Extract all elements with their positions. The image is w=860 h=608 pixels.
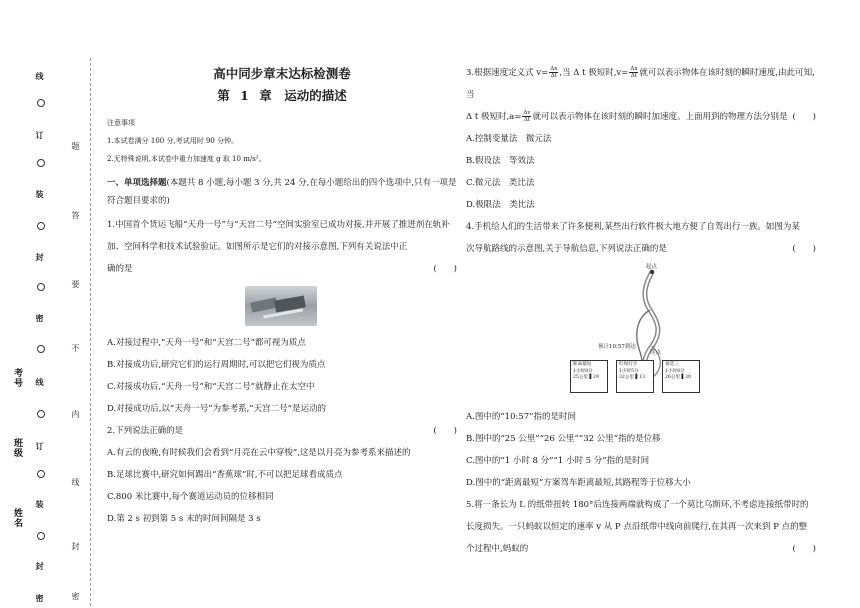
question-3-option-a: A.控制变量法 微元法	[466, 134, 552, 144]
seal-circle	[37, 410, 45, 418]
seal-char: 线	[35, 378, 45, 386]
right-column	[466, 62, 816, 560]
route-distance: 25公里 ▌29	[573, 375, 599, 380]
question-4-option-a: A.图中的“10:57”指的是时间	[466, 412, 577, 422]
navigation-map	[466, 260, 816, 390]
route-name: 备选三	[665, 362, 679, 367]
section-title: 一、单项选择题	[107, 178, 167, 188]
question-4-option-c: C.图中的“1 小时 8 分”“1 小时 5 分”指的是时间	[466, 456, 650, 466]
route-duration: 1小时5分	[619, 368, 639, 374]
seal-circle	[37, 159, 45, 167]
q3-text: 就可以表示物体在该时刻的瞬时速度,由此可知,当	[466, 68, 815, 100]
seal-circle	[37, 470, 45, 478]
map-label-end: 终点	[650, 350, 662, 356]
field-label-exam-number: 考号	[12, 368, 22, 388]
question-1-stem: 1.中国首个货运飞船“天舟一号”与“天宫二号”空间实验室已成功对接,并开展了推进剂在轨补加、空间科学和技术试验验证。如图所示是它们的对接示意图,下列有关说法中正	[107, 220, 450, 252]
question-4-option-d: D.图中的“距离最短”方案驾车距离最短,其路程等于位移大小	[466, 478, 691, 488]
seal-char: 密	[35, 594, 45, 602]
question-4-option-b: B.图中的“25 公里”“26 公里”“32 公里”指的是位移	[466, 434, 661, 444]
inner-char: 线	[71, 478, 80, 486]
q3-text: Δ t 极短时,a=	[466, 112, 522, 122]
question-1-stem-tail: 确的是	[107, 264, 133, 274]
route-option-card	[570, 360, 608, 393]
seal-char: 装	[35, 190, 45, 198]
question-5-stem-tail: 个过程中,蚂蚁的	[466, 544, 529, 554]
fraction	[629, 66, 638, 79]
inner-char: 封	[71, 542, 80, 550]
fraction-numerator: Δx	[550, 66, 558, 72]
question-2-text: 2.下列说法正确的是	[107, 426, 184, 436]
q3-text: v=	[616, 68, 629, 78]
answer-paren: ( )	[792, 112, 816, 122]
inner-char: 题	[71, 142, 80, 150]
seal-circle	[37, 283, 45, 291]
route-duration: 1小时8分	[665, 368, 685, 374]
question-5-stem: 长度损失。一只蚂蚁以恒定的速率 v 从 P 点沿纸带中线向前爬行,在其再一次来到 P 点的整	[466, 522, 808, 532]
seal-char: 装	[35, 500, 45, 508]
route-distance: 26公里 ▌30	[665, 375, 691, 380]
question-1-option-d: D.对接成功后,以“天舟一号”为参考系,“天宫二号”是运动的	[107, 404, 327, 414]
question-5-stem: 5.将一条长为 L 的纸带扭转 180°后连接两端就构成了一个莫比乌斯环,不考虑连接纸带时的	[466, 500, 809, 510]
section-description: (本题共 8 小题,每小题 3 分,共 24 分,在每小题给出的四个选项中,只有一项是符合题目要求的)	[107, 178, 457, 206]
route-option-card	[662, 360, 700, 393]
seal-char: 线	[35, 72, 45, 80]
fraction-denominator: Δt	[630, 73, 637, 79]
question-3-stem-end	[466, 106, 816, 128]
seal-char: 订	[35, 442, 45, 450]
route-option-card	[616, 360, 654, 393]
question-3-option-b: B.假设法 等效法	[466, 156, 535, 166]
fraction	[522, 110, 531, 123]
q3-line-2	[466, 106, 787, 128]
fraction-numerator: Δx	[630, 66, 638, 72]
seal-circle	[37, 532, 45, 540]
route-name: 红绿灯少	[619, 362, 638, 367]
question-2-option-b: B.足球比赛中,研究如何踢出“香蕉球”时,不可以把足球看成质点	[107, 470, 343, 480]
question-2-stem	[107, 420, 457, 442]
chapter-title: 第 1 章 运动的描述	[217, 88, 347, 103]
notice-heading: 注意事项	[107, 119, 135, 127]
question-2-option-a: A.有云的夜晚,有时候我们会看到“月亮在云中穿梭”,这是以月亮为参考系来描述的	[107, 448, 411, 458]
map-label-eta: 预计10:57到达	[598, 344, 636, 350]
question-3-stem	[466, 62, 816, 106]
seal-circle	[37, 99, 45, 107]
notice-item: 1.本试卷满分 100 分,考试用时 90 分钟。	[107, 137, 239, 145]
inner-char: 不	[71, 344, 80, 352]
answer-paren: ( )	[433, 264, 457, 274]
fraction-denominator: Δt	[523, 117, 530, 123]
seal-dash-line	[90, 58, 91, 606]
question-1-option-c: C.对接成功后,“天舟一号”和“天宫二号”就静止在太空中	[107, 382, 315, 392]
section-heading	[107, 174, 457, 210]
inner-char: 答	[71, 211, 80, 219]
fraction-denominator: Δt	[550, 73, 557, 79]
route-distance: 32公里 ▌13	[619, 375, 645, 380]
answer-paren: ( )	[792, 244, 816, 254]
question-1-stem-end	[107, 258, 457, 280]
question-4-stem-end	[466, 238, 816, 260]
field-label-name: 姓名	[12, 508, 22, 528]
seal-char: 密	[35, 314, 45, 322]
fraction	[549, 66, 558, 79]
fraction-numerator: Δv	[523, 110, 531, 116]
route-name: 距离最短	[573, 362, 592, 367]
seal-char: 订	[35, 131, 45, 139]
question-2-option-c: C.800 米比赛中,每个赛道运动员的位移相同	[107, 492, 274, 502]
question-4-stem-tail: 次导航路线的示意图,关于导航信息,下列说法正确的是	[466, 244, 667, 254]
left-column	[107, 60, 457, 530]
binding-margin	[0, 0, 110, 608]
notice-item: 2.无特殊说明,本试卷中重力加速度 g 取 10 m/s²。	[107, 155, 266, 163]
map-label-start: 起点	[646, 264, 658, 270]
answer-paren: ( )	[792, 544, 816, 554]
question-2-option-d: D.第 2 s 初到第 5 s 末的时间间隔是 3 s	[107, 514, 261, 524]
question-5-stem-end	[466, 538, 816, 560]
inner-char: 密	[71, 592, 80, 600]
answer-paren: ( )	[433, 426, 457, 436]
inner-char: 要	[71, 280, 80, 288]
inner-char: 内	[71, 410, 80, 418]
docking-image	[245, 286, 317, 326]
question-4-stem: 4.手机给人们的生活带来了许多便利,某些出行软件极大地方便了自驾出行一族。如图为某	[466, 222, 800, 232]
seal-char: 封	[35, 562, 45, 570]
question-1-option-a: A.对接过程中,“天舟一号”和“天宫二号”都可视为质点	[107, 338, 306, 348]
seal-char: 封	[35, 253, 45, 261]
question-3-option-c: C.微元法 类比法	[466, 178, 535, 188]
question-1-option-b: B.对接成功后,研究它们的运行周期时,可以把它们视为质点	[107, 360, 326, 370]
seal-circle	[37, 345, 45, 353]
seal-circle	[37, 222, 45, 230]
q3-text: 就可以表示物体在该时刻的瞬时加速度。上面用到的物理方法分别是	[532, 112, 788, 122]
page-title: 高中同步章末达标检测卷	[213, 66, 351, 81]
question-3-option-d: D.极限法 类比法	[466, 200, 535, 210]
q3-text: ,当 Δ t 极短时,	[559, 68, 617, 78]
q3-text: 3.根据速度定义式 v=	[466, 68, 549, 78]
field-label-class: 班级	[12, 438, 22, 458]
route-duration: 1小时8分	[573, 368, 593, 374]
